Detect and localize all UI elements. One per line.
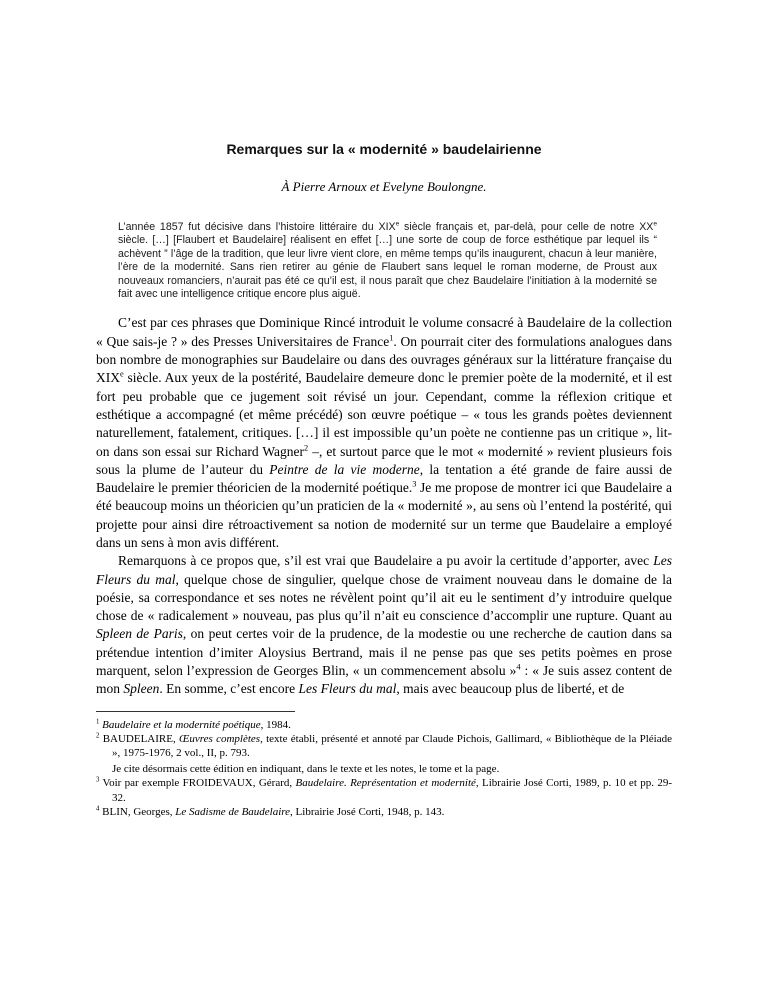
epigraph-block-quote: L’année 1857 fut décisive dans l’histoire littéraire du XIXe siècle français et, par-delà, pour celle de notre XXe siècle. […] [Flaubert et Baudelaire] réalisent en effet […] une sorte de coup de force esthétique par lequel ils “ achèvent ” l’âge de la tradition, que leur livre vient clore, en même temps qu’ils inaugurent, chacun à leur manière, l’ère de la modernité. Sans rien retirer au génie de Flaubert sans lequel le roman moderne, de Proust aux nouveaux romanciers, n’aurait pas été ce qu’il est, il nous paraît que chez Baudelaire l’initiation à la modernité se fait avec une intelligence critique encore plus aiguë. [118, 220, 657, 301]
footnote-2: $^2$ BAUDELAIRE, Œuvres complètes, texte établi, présenté et annoté par Claude Pichois, Gallimard, « Bibliothèque de la Pléiade », 1975-1976, 2 vol., II, p. 793. [96, 732, 672, 760]
footnote-2-continuation: Je cite désormais cette édition en indiquant, dans le texte et les notes, le tome et la page. [112, 762, 500, 775]
body-paragraph-2: Remarquons à ce propos que, s’il est vrai que Baudelaire a pu avoir la certitude d’apporter, avec Les Fleurs du mal, quelque chose de singulier, quelque chose de vraiment nouveau dans le domaine de la poésie, sa correspondance et ses notes ne révèlent point qu’il ait eu le sentiment d’y introduire quelque chose de « radicalement » nouveau, pas plus qu’il n’ait eu conscience d’accomplir une rupture. Quant au Spleen de Paris, on peut certes voir de la prudence, de la modestie ou une recherche de caution dans sa prétendue intention d’imiter Aloysius Bertrand, mais il ne pense pas que ses petits poèmes en prose marquent, selon l’expression de Georges Blin, « un commencement absolu »$^4$ : « Je suis assez content de mon Spleen. En somme, c’est encore Les Fleurs du mal, mais avec beaucoup plus de liberté, et de [96, 553, 673, 697]
dedication-line: À Pierre Arnoux et Evelyne Boulongne. [281, 179, 487, 194]
footnotes-section [96, 718, 672, 820]
body-paragraph-1: C’est par ces phrases que Dominique Rincé introduit le volume consacré à Baudelaire de la collection « Que sais-je ? » des Presses Universitaires de France$^1$. On pourrait citer des formulations analogues dans bon nombre de monographies sur Baudelaire ou dans des ouvrages généraux sur la littérature française du XIXe siècle. Aux yeux de la postérité, Baudelaire demeure donc le premier poète de la modernité, et il est fort peu probable que ce jugement soit révisé un jour. Cependant, comme la réflexion critique et esthétique a accompagné (et même précédé) son œuvre poétique – « tous les grands poètes deviennent naturellement, fatalement, critiques. […] il est impossible qu’un poète ne contienne pas un critique », lit-on dans son essai sur Richard Wagner$^2$ –, et surtout parce que le mot « modernité » revient plusieurs fois sous la plume de l’auteur du Peintre de la vie moderne, la tentation a été grande de faire aussi de Baudelaire le premier théoricien de la modernité poétique.$^3$ Je me propose de montrer ici que Baudelaire a été beaucoup moins un théoricien qu’un praticien de la « modernité », au sens où l’entend la postérité, qui projette pour ainsi dire rétroactivement sa notion de modernité sur un terme que Baudelaire a employé dans un sens à mon avis différent. [96, 315, 672, 550]
footnote-3: $^3$ Voir par exemple FROIDEVAUX, Gérard, Baudelaire. Représentation et modernité, Librairie José Corti, 1989, p. 10 et pp. 29-32. [96, 776, 672, 804]
footnote-separator-rule [96, 711, 295, 712]
article-title: Remarques sur la « modernité » baudelairienne [226, 141, 542, 157]
footnote-4: $^4$ BLIN, Georges, Le Sadisme de Baudelaire, Librairie José Corti, 1948, p. 143. [96, 805, 445, 819]
footnote-1: $^1$ Baudelaire et la modernité poétique, 1984. [96, 718, 291, 731]
